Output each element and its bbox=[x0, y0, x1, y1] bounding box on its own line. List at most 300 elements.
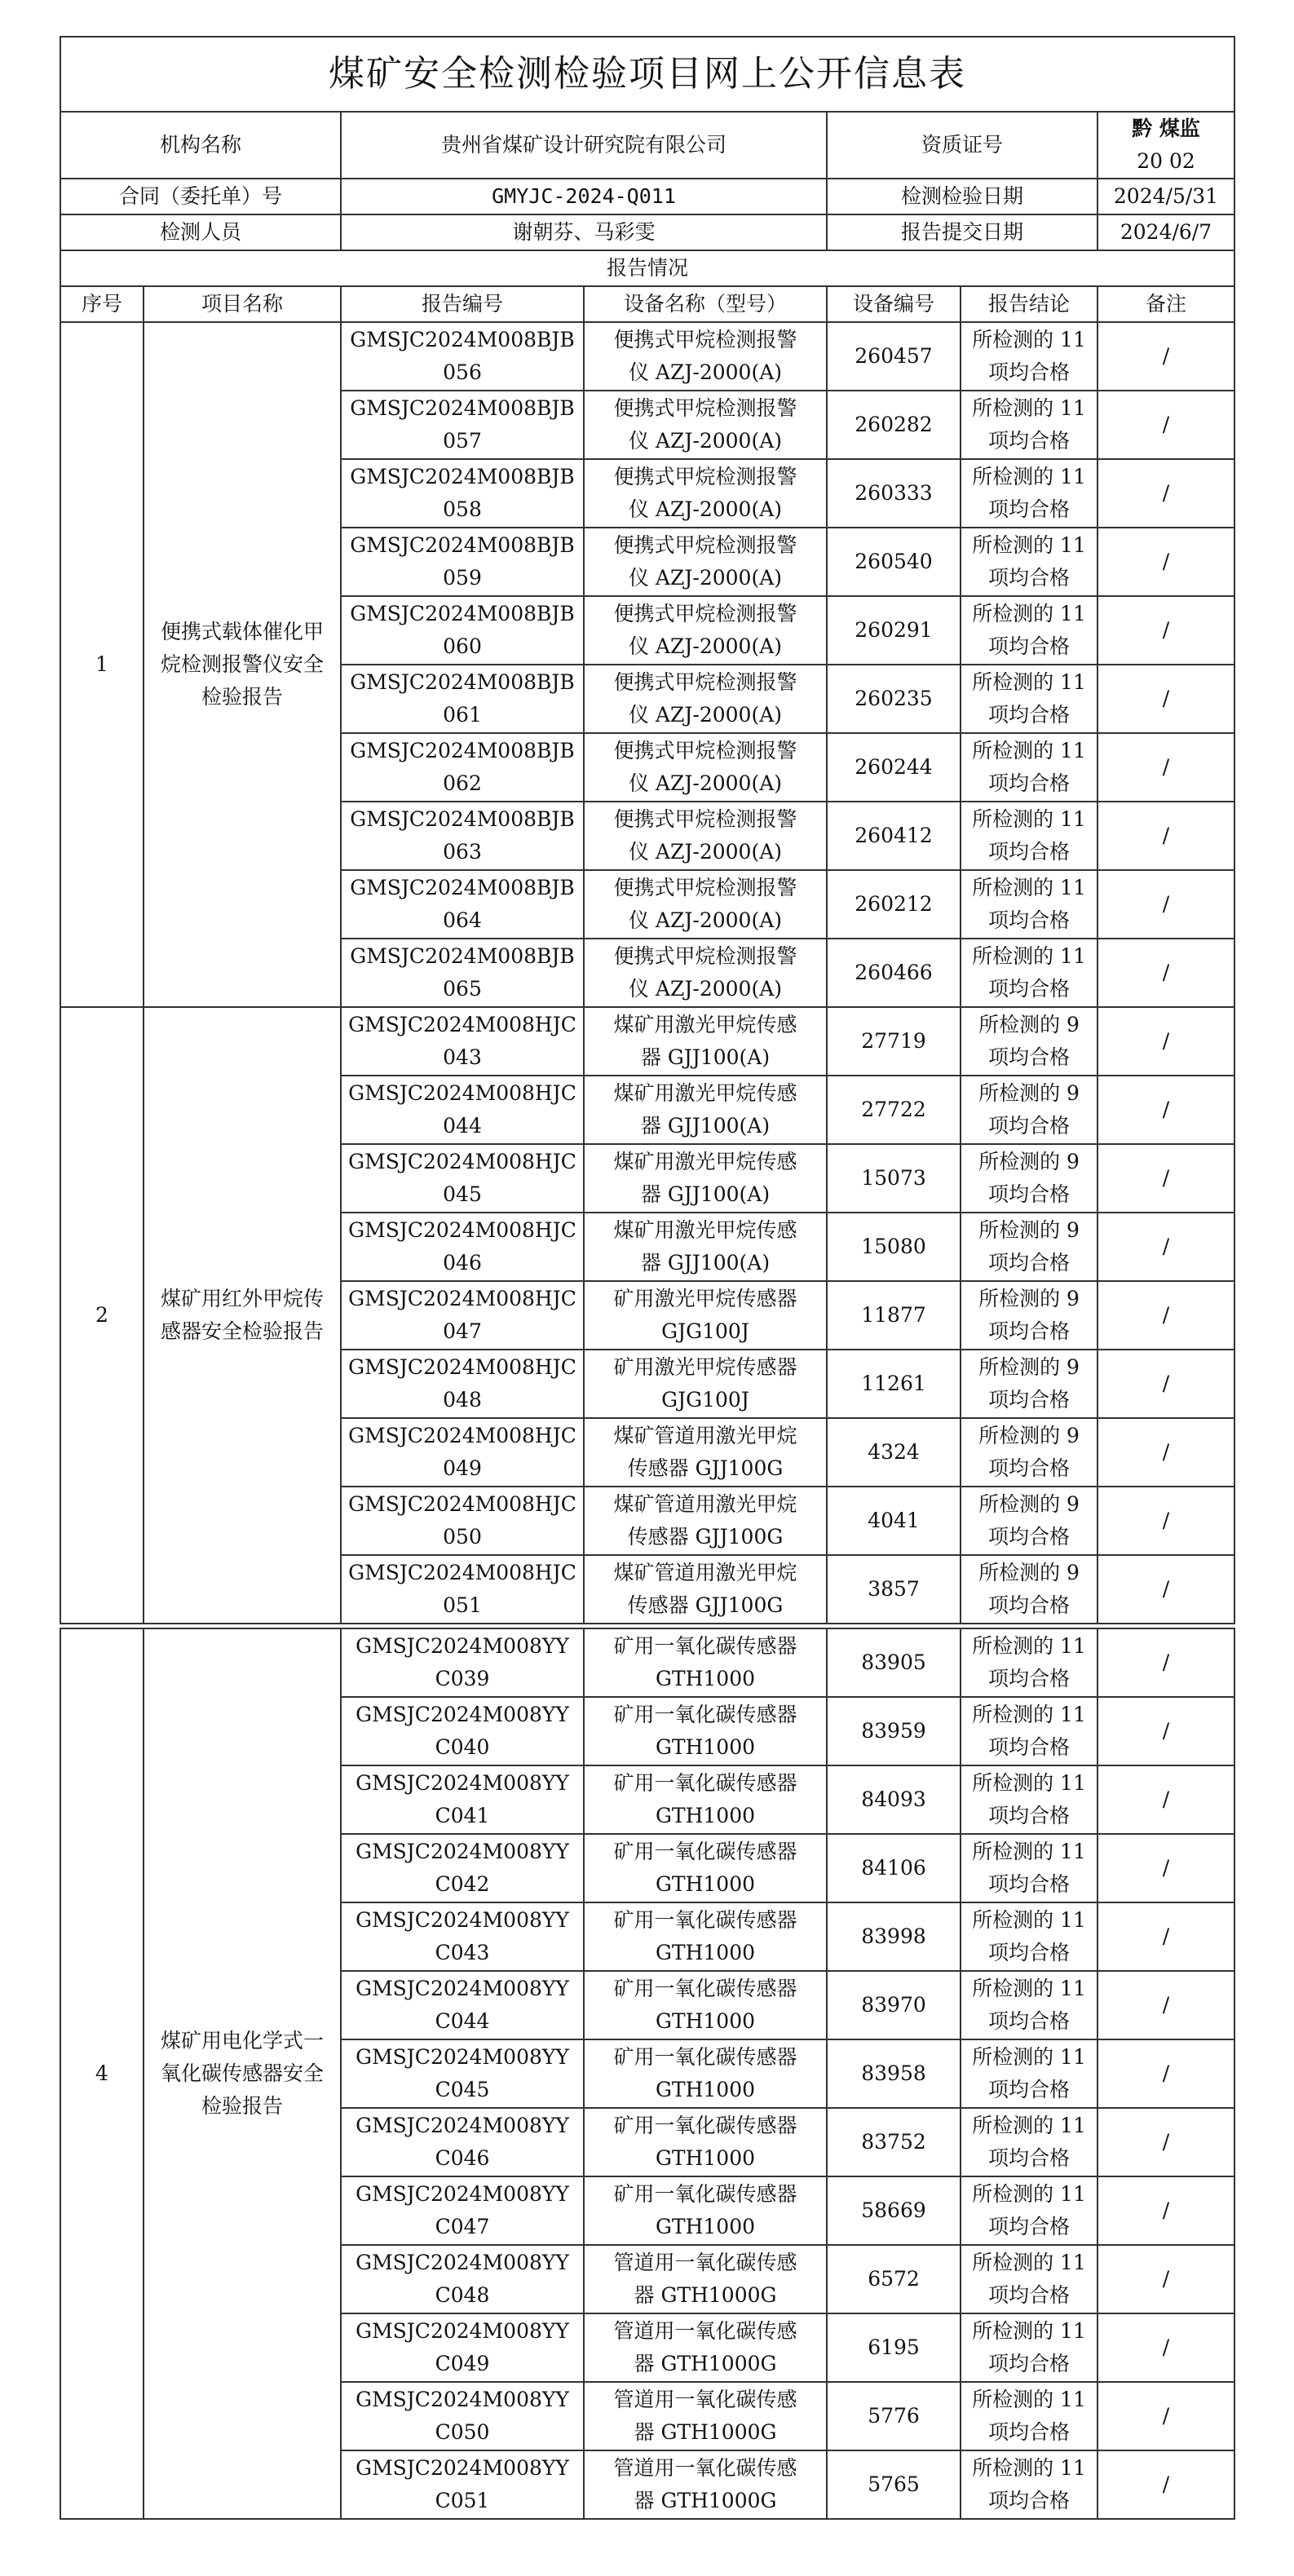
report-number bbox=[341, 1418, 584, 1487]
report-number-line: 044 bbox=[443, 1114, 482, 1138]
report-result bbox=[961, 1281, 1097, 1350]
device-name bbox=[584, 1281, 827, 1350]
remark: / bbox=[1097, 1628, 1234, 1697]
device-name-line: 煤矿管道用激光甲烷 bbox=[613, 1424, 797, 1447]
report-result-line: 所检测的 11 bbox=[972, 328, 1086, 351]
report-number bbox=[341, 1213, 584, 1281]
remark: / bbox=[1097, 1281, 1234, 1350]
remark: / bbox=[1097, 1007, 1234, 1076]
device-name-line: 便携式甲烷检测报警 bbox=[613, 533, 797, 557]
device-name-line: 煤矿用激光甲烷传感 bbox=[613, 1081, 797, 1105]
report-number-line: C044 bbox=[435, 2009, 490, 2033]
report-result-line: 项均合格 bbox=[987, 429, 1070, 453]
device-name-line: 仪 AZJ-2000(A) bbox=[628, 497, 783, 521]
remark: / bbox=[1097, 2176, 1234, 2245]
report-number-line: C046 bbox=[435, 2146, 490, 2170]
report-number-line: C040 bbox=[435, 1735, 490, 1759]
device-name-line: GTH1000 bbox=[655, 2078, 756, 2101]
remark: / bbox=[1097, 1902, 1234, 1971]
report-result-line: 项均合格 bbox=[987, 1667, 1070, 1690]
remark: / bbox=[1097, 2382, 1234, 2450]
remark: / bbox=[1097, 391, 1234, 459]
report-number-line: C051 bbox=[435, 2489, 490, 2512]
page-title: 煤矿安全检测检验项目网上公开信息表 bbox=[60, 37, 1234, 112]
device-name-line: GTH1000 bbox=[655, 1872, 756, 1896]
device-serial: 5776 bbox=[827, 2382, 961, 2450]
device-serial: 6195 bbox=[827, 2313, 961, 2382]
device-serial: 260333 bbox=[827, 459, 961, 528]
report-result-line: 项均合格 bbox=[987, 1456, 1070, 1480]
report-number-line: 046 bbox=[443, 1251, 482, 1275]
report-number-line: 063 bbox=[443, 840, 482, 864]
device-name-line: 煤矿用激光甲烷传感 bbox=[613, 1218, 797, 1242]
info-table bbox=[60, 36, 1235, 2520]
device-name-line: 煤矿管道用激光甲烷 bbox=[613, 1561, 797, 1584]
device-name bbox=[584, 939, 827, 1007]
report-result bbox=[961, 1765, 1097, 1834]
report-number-line: GMSJC2024M008YY bbox=[356, 1977, 569, 2000]
group-number: 2 bbox=[60, 1007, 144, 1624]
report-number bbox=[341, 802, 584, 870]
device-serial: 83752 bbox=[827, 2108, 961, 2176]
device-name-line: GTH1000 bbox=[655, 1735, 756, 1759]
report-number-line: GMSJC2024M008BJB bbox=[350, 944, 575, 968]
device-name-line: 器 GJJ100(A) bbox=[640, 1251, 771, 1275]
device-serial: 4324 bbox=[827, 1418, 961, 1487]
report-number-line: GMSJC2024M008YY bbox=[356, 2182, 569, 2206]
report-result-line: 项均合格 bbox=[987, 1804, 1070, 1827]
device-name-line: 管道用一氧化碳传感 bbox=[613, 2456, 797, 2480]
column-header-row bbox=[60, 286, 1234, 322]
report-number-line: GMSJC2024M008BJB bbox=[350, 533, 575, 557]
report-result-line: 所检测的 11 bbox=[972, 465, 1086, 488]
report-number-line: GMSJC2024M008YY bbox=[356, 2251, 569, 2274]
report-result-line: 项均合格 bbox=[987, 1735, 1070, 1759]
report-number bbox=[341, 1487, 584, 1555]
report-result-line: 所检测的 9 bbox=[978, 1013, 1080, 1036]
report-result bbox=[961, 939, 1097, 1007]
col-header: 序号 bbox=[60, 286, 144, 322]
remark: / bbox=[1097, 1555, 1234, 1624]
report-number-line: GMSJC2024M008BJB bbox=[350, 465, 575, 488]
report-result-line: 项均合格 bbox=[987, 2283, 1070, 2307]
device-name bbox=[584, 391, 827, 459]
report-number-line: C043 bbox=[435, 1941, 490, 1964]
report-result-line: 项均合格 bbox=[987, 360, 1070, 384]
submit-date-label: 报告提交日期 bbox=[827, 214, 1097, 250]
remark: / bbox=[1097, 1144, 1234, 1213]
device-serial: 83958 bbox=[827, 2039, 961, 2108]
col-header: 项目名称 bbox=[144, 286, 341, 322]
report-number bbox=[341, 939, 584, 1007]
report-result bbox=[961, 2039, 1097, 2108]
report-result-line: 所检测的 11 bbox=[972, 1977, 1086, 2000]
remark: / bbox=[1097, 1765, 1234, 1834]
report-number-line: GMSJC2024M008YY bbox=[356, 2319, 569, 2343]
remark: / bbox=[1097, 665, 1234, 733]
report-result-line: 所检测的 11 bbox=[972, 2045, 1086, 2069]
device-name bbox=[584, 2450, 827, 2519]
device-serial: 27719 bbox=[827, 1007, 961, 1076]
report-number-line: 045 bbox=[443, 1182, 482, 1206]
device-name bbox=[584, 1144, 827, 1213]
report-number-line: C045 bbox=[435, 2078, 490, 2101]
remark: / bbox=[1097, 870, 1234, 939]
report-number-line: C042 bbox=[435, 1872, 490, 1896]
remark: / bbox=[1097, 1834, 1234, 1902]
device-serial: 260282 bbox=[827, 391, 961, 459]
device-name bbox=[584, 528, 827, 596]
report-result bbox=[961, 459, 1097, 528]
report-number bbox=[341, 1350, 584, 1418]
device-name-line: 器 GTH1000G bbox=[634, 2420, 777, 2444]
report-section-label: 报告情况 bbox=[60, 250, 1234, 286]
device-name-line: 矿用一氧化碳传感器 bbox=[613, 2182, 797, 2206]
report-number bbox=[341, 528, 584, 596]
remark: / bbox=[1097, 2108, 1234, 2176]
report-result-line: 项均合格 bbox=[987, 2146, 1070, 2170]
report-number-line: 056 bbox=[443, 360, 482, 384]
report-result-line: 项均合格 bbox=[987, 566, 1070, 590]
report-result-line: 所检测的 9 bbox=[978, 1287, 1080, 1310]
device-name-line: 矿用一氧化碳传感器 bbox=[613, 1908, 797, 1932]
report-number bbox=[341, 2450, 584, 2519]
device-serial: 11877 bbox=[827, 1281, 961, 1350]
report-number-line: 058 bbox=[443, 497, 482, 521]
device-name-line: 仪 AZJ-2000(A) bbox=[628, 840, 783, 864]
contract-label: 合同（委托单）号 bbox=[60, 179, 341, 214]
report-result-line: 项均合格 bbox=[987, 1251, 1070, 1275]
report-number-line: 059 bbox=[443, 566, 482, 590]
report-number bbox=[341, 1902, 584, 1971]
report-result-line: 项均合格 bbox=[987, 1388, 1070, 1412]
device-serial: 83905 bbox=[827, 1628, 961, 1697]
report-number-line: 048 bbox=[443, 1388, 482, 1412]
report-result bbox=[961, 1007, 1097, 1076]
report-result-line: 项均合格 bbox=[987, 1114, 1070, 1138]
report-result-line: 所检测的 11 bbox=[972, 944, 1086, 968]
device-name-line: 器 GJJ100(A) bbox=[640, 1114, 771, 1138]
report-number-line: C050 bbox=[435, 2420, 490, 2444]
remark: / bbox=[1097, 2245, 1234, 2313]
report-result-line: 所检测的 11 bbox=[972, 2456, 1086, 2480]
report-result bbox=[961, 1213, 1097, 1281]
report-number-line: GMSJC2024M008YY bbox=[356, 2045, 569, 2069]
col-header: 报告结论 bbox=[961, 286, 1097, 322]
remark: / bbox=[1097, 528, 1234, 596]
report-number-line: 050 bbox=[443, 1525, 482, 1549]
report-result bbox=[961, 1971, 1097, 2039]
report-number-line: GMSJC2024M008BJB bbox=[350, 670, 575, 694]
device-name-line: 便携式甲烷检测报警 bbox=[613, 944, 797, 968]
report-number bbox=[341, 1628, 584, 1697]
report-number bbox=[341, 870, 584, 939]
device-name bbox=[584, 1971, 827, 2039]
report-result bbox=[961, 733, 1097, 802]
report-result-line: 所检测的 9 bbox=[978, 1218, 1080, 1242]
device-name-line: 便携式甲烷检测报警 bbox=[613, 396, 797, 420]
device-serial: 260244 bbox=[827, 733, 961, 802]
device-serial: 5765 bbox=[827, 2450, 961, 2519]
device-name bbox=[584, 1076, 827, 1144]
device-name-line: 矿用激光甲烷传感器 bbox=[613, 1355, 797, 1379]
report-result-line: 项均合格 bbox=[987, 703, 1070, 727]
report-number-line: 049 bbox=[443, 1456, 482, 1480]
report-number-line: GMSJC2024M008YY bbox=[356, 1703, 569, 1726]
report-number bbox=[341, 1076, 584, 1144]
device-name bbox=[584, 1350, 827, 1418]
report-number-line: 057 bbox=[443, 429, 482, 453]
device-name bbox=[584, 1697, 827, 1765]
device-serial: 83959 bbox=[827, 1697, 961, 1765]
report-number-line: C049 bbox=[435, 2352, 490, 2375]
device-name-line: 仪 AZJ-2000(A) bbox=[628, 908, 783, 932]
report-number bbox=[341, 322, 584, 391]
cert-label: 资质证号 bbox=[827, 112, 1097, 179]
report-result-line: 所检测的 11 bbox=[972, 1840, 1086, 1863]
device-name bbox=[584, 1902, 827, 1971]
device-name-line: 仪 AZJ-2000(A) bbox=[628, 429, 783, 453]
report-number-line: GMSJC2024M008YY bbox=[356, 2456, 569, 2480]
report-result bbox=[961, 870, 1097, 939]
report-number bbox=[341, 2382, 584, 2450]
report-result-line: 项均合格 bbox=[987, 771, 1070, 795]
report-number-line: GMSJC2024M008YY bbox=[356, 1840, 569, 1863]
report-result bbox=[961, 322, 1097, 391]
report-result bbox=[961, 1350, 1097, 1418]
report-number-line: GMSJC2024M008BJB bbox=[350, 739, 575, 762]
report-number-line: GMSJC2024M008BJB bbox=[350, 396, 575, 420]
device-serial: 83998 bbox=[827, 1902, 961, 1971]
report-number-line: GMSJC2024M008HJC bbox=[348, 1013, 576, 1036]
report-number-line: GMSJC2024M008BJB bbox=[350, 876, 575, 899]
report-number bbox=[341, 1555, 584, 1624]
report-result bbox=[961, 2176, 1097, 2245]
device-name-line: 矿用一氧化碳传感器 bbox=[613, 1977, 797, 2000]
remark: / bbox=[1097, 1971, 1234, 2039]
group-name: 便携式载体催化甲烷检测报警仪安全检验报告 bbox=[144, 322, 341, 1007]
device-name-line: 仪 AZJ-2000(A) bbox=[628, 771, 783, 795]
report-result-line: 项均合格 bbox=[987, 497, 1070, 521]
device-name-line: 器 GTH1000G bbox=[634, 2283, 777, 2307]
staff-label: 检测人员 bbox=[60, 214, 341, 250]
report-number-line: GMSJC2024M008BJB bbox=[350, 807, 575, 831]
report-result-line: 所检测的 11 bbox=[972, 1703, 1086, 1726]
remark: / bbox=[1097, 2313, 1234, 2382]
report-number-line: 060 bbox=[443, 634, 482, 658]
device-name-line: GTH1000 bbox=[655, 1667, 756, 1690]
report-number-line: GMSJC2024M008BJB bbox=[350, 602, 575, 625]
report-result-line: 项均合格 bbox=[987, 1941, 1070, 1964]
report-number-line: 043 bbox=[443, 1045, 482, 1069]
report-result-line: 所检测的 9 bbox=[978, 1150, 1080, 1173]
report-result-line: 所检测的 9 bbox=[978, 1561, 1080, 1584]
device-name bbox=[584, 2382, 827, 2450]
device-name-line: 便携式甲烷检测报警 bbox=[613, 328, 797, 351]
device-name-line: GTH1000 bbox=[655, 1941, 756, 1964]
report-number bbox=[341, 1971, 584, 2039]
device-name bbox=[584, 1555, 827, 1624]
report-number-line: GMSJC2024M008YY bbox=[356, 1634, 569, 1658]
device-serial: 260412 bbox=[827, 802, 961, 870]
device-name bbox=[584, 1834, 827, 1902]
report-result-line: 所检测的 11 bbox=[972, 2114, 1086, 2137]
report-number-line: GMSJC2024M008YY bbox=[356, 2114, 569, 2137]
report-result bbox=[961, 528, 1097, 596]
device-name-line: 管道用一氧化碳传感 bbox=[613, 2319, 797, 2343]
table-row bbox=[60, 1007, 1234, 1076]
device-name-line: 传感器 GJJ100G bbox=[627, 1525, 784, 1549]
device-name bbox=[584, 665, 827, 733]
remark: / bbox=[1097, 1418, 1234, 1487]
report-result-line: 所检测的 9 bbox=[978, 1492, 1080, 1516]
device-name bbox=[584, 1418, 827, 1487]
report-number bbox=[341, 665, 584, 733]
report-number-line: 061 bbox=[443, 703, 482, 727]
device-name-line: 便携式甲烷检测报警 bbox=[613, 807, 797, 831]
report-number-line: GMSJC2024M008HJC bbox=[348, 1355, 576, 1379]
device-serial: 3857 bbox=[827, 1555, 961, 1624]
remark: / bbox=[1097, 1487, 1234, 1555]
report-number-line: GMSJC2024M008YY bbox=[356, 2388, 569, 2411]
report-result bbox=[961, 2450, 1097, 2519]
report-result-line: 所检测的 11 bbox=[972, 739, 1086, 762]
remark: / bbox=[1097, 1697, 1234, 1765]
report-result-line: 项均合格 bbox=[987, 1045, 1070, 1069]
report-result-line: 所检测的 11 bbox=[972, 396, 1086, 420]
remark: / bbox=[1097, 2450, 1234, 2519]
device-name-line: 矿用一氧化碳传感器 bbox=[613, 1703, 797, 1726]
submit-date-value: 2024/6/7 bbox=[1097, 214, 1234, 250]
report-result-line: 所检测的 11 bbox=[972, 807, 1086, 831]
report-number bbox=[341, 2313, 584, 2382]
device-serial: 260466 bbox=[827, 939, 961, 1007]
device-name-line: 矿用一氧化碳传感器 bbox=[613, 1634, 797, 1658]
device-name-line: 煤矿用激光甲烷传感 bbox=[613, 1150, 797, 1173]
report-number-line: GMSJC2024M008YY bbox=[356, 1771, 569, 1795]
report-number-line: C047 bbox=[435, 2215, 490, 2238]
report-result-line: 所检测的 11 bbox=[972, 2319, 1086, 2343]
remark: / bbox=[1097, 459, 1234, 528]
device-name-line: GTH1000 bbox=[655, 1804, 756, 1827]
device-name bbox=[584, 870, 827, 939]
report-result bbox=[961, 2313, 1097, 2382]
report-result-line: 项均合格 bbox=[987, 840, 1070, 864]
table-row bbox=[60, 1628, 1234, 1697]
test-date-label: 检测检验日期 bbox=[827, 179, 1097, 214]
device-name-line: 仪 AZJ-2000(A) bbox=[628, 634, 783, 658]
device-name-line: 器 GTH1000G bbox=[634, 2352, 777, 2375]
report-number bbox=[341, 459, 584, 528]
report-result bbox=[961, 1697, 1097, 1765]
report-result bbox=[961, 1487, 1097, 1555]
device-name bbox=[584, 802, 827, 870]
col-header: 报告编号 bbox=[341, 286, 584, 322]
group-name: 煤矿用红外甲烷传感器安全检验报告 bbox=[144, 1007, 341, 1624]
device-name-line: 矿用一氧化碳传感器 bbox=[613, 2114, 797, 2137]
report-result-line: 所检测的 11 bbox=[972, 2251, 1086, 2274]
device-name-line: 矿用一氧化碳传感器 bbox=[613, 1840, 797, 1863]
report-number bbox=[341, 1007, 584, 1076]
report-number-line: C039 bbox=[435, 1667, 490, 1690]
device-serial: 15073 bbox=[827, 1144, 961, 1213]
device-serial: 84093 bbox=[827, 1765, 961, 1834]
report-number bbox=[341, 2039, 584, 2108]
device-name-line: 便携式甲烷检测报警 bbox=[613, 602, 797, 625]
report-number bbox=[341, 2176, 584, 2245]
report-result bbox=[961, 1418, 1097, 1487]
device-name-line: 便携式甲烷检测报警 bbox=[613, 465, 797, 488]
device-name-line: 便携式甲烷检测报警 bbox=[613, 876, 797, 899]
group-number: 1 bbox=[60, 322, 144, 1007]
report-number-line: GMSJC2024M008HJC bbox=[348, 1492, 576, 1516]
report-result bbox=[961, 2245, 1097, 2313]
report-result-line: 所检测的 11 bbox=[972, 2182, 1086, 2206]
device-name-line: 传感器 GJJ100G bbox=[627, 1456, 784, 1480]
report-result-line: 所检测的 11 bbox=[972, 876, 1086, 899]
cert-value-line1: 黔 煤监 bbox=[1132, 117, 1200, 140]
device-name bbox=[584, 1765, 827, 1834]
device-name bbox=[584, 2245, 827, 2313]
remark: / bbox=[1097, 1076, 1234, 1144]
device-name-line: 器 GJJ100(A) bbox=[640, 1045, 771, 1069]
group-name: 煤矿用电化学式一氧化碳传感器安全检验报告 bbox=[144, 1628, 341, 2519]
table-row bbox=[60, 322, 1234, 391]
device-name-line: 便携式甲烷检测报警 bbox=[613, 739, 797, 762]
report-number-line: C041 bbox=[435, 1804, 490, 1827]
device-name-line: 传感器 GJJ100G bbox=[627, 1593, 784, 1617]
report-result bbox=[961, 596, 1097, 665]
device-serial: 260235 bbox=[827, 665, 961, 733]
contract-value: GMYJC-2024-Q011 bbox=[341, 179, 827, 214]
report-result-line: 所检测的 11 bbox=[972, 670, 1086, 694]
report-result bbox=[961, 1144, 1097, 1213]
report-result-line: 项均合格 bbox=[987, 1182, 1070, 1206]
remark: / bbox=[1097, 596, 1234, 665]
report-result bbox=[961, 1834, 1097, 1902]
device-name-line: GTH1000 bbox=[655, 2146, 756, 2170]
report-number-line: C048 bbox=[435, 2283, 490, 2307]
report-result-line: 项均合格 bbox=[987, 1872, 1070, 1896]
report-number bbox=[341, 391, 584, 459]
device-name bbox=[584, 1487, 827, 1555]
report-result-line: 所检测的 9 bbox=[978, 1081, 1080, 1105]
device-name bbox=[584, 1007, 827, 1076]
device-name-line: 仪 AZJ-2000(A) bbox=[628, 703, 783, 727]
report-result-line: 所检测的 11 bbox=[972, 1771, 1086, 1795]
device-name-line: 便携式甲烷检测报警 bbox=[613, 670, 797, 694]
report-result-line: 项均合格 bbox=[987, 634, 1070, 658]
staff-value: 谢朝芬、马彩雯 bbox=[341, 214, 827, 250]
col-header: 备注 bbox=[1097, 286, 1234, 322]
device-name bbox=[584, 596, 827, 665]
report-number-line: GMSJC2024M008HJC bbox=[348, 1287, 576, 1310]
report-result bbox=[961, 1555, 1097, 1624]
device-name bbox=[584, 2313, 827, 2382]
device-name-line: GJG100J bbox=[661, 1319, 749, 1343]
report-result bbox=[961, 1076, 1097, 1144]
device-name bbox=[584, 459, 827, 528]
report-number bbox=[341, 733, 584, 802]
group-number: 4 bbox=[60, 1628, 144, 2519]
report-number bbox=[341, 1144, 584, 1213]
report-result-line: 所检测的 11 bbox=[972, 602, 1086, 625]
report-result bbox=[961, 2382, 1097, 2450]
device-name bbox=[584, 1213, 827, 1281]
device-name bbox=[584, 2108, 827, 2176]
remark: / bbox=[1097, 1350, 1234, 1418]
device-name-line: 器 GTH1000G bbox=[634, 2489, 777, 2512]
